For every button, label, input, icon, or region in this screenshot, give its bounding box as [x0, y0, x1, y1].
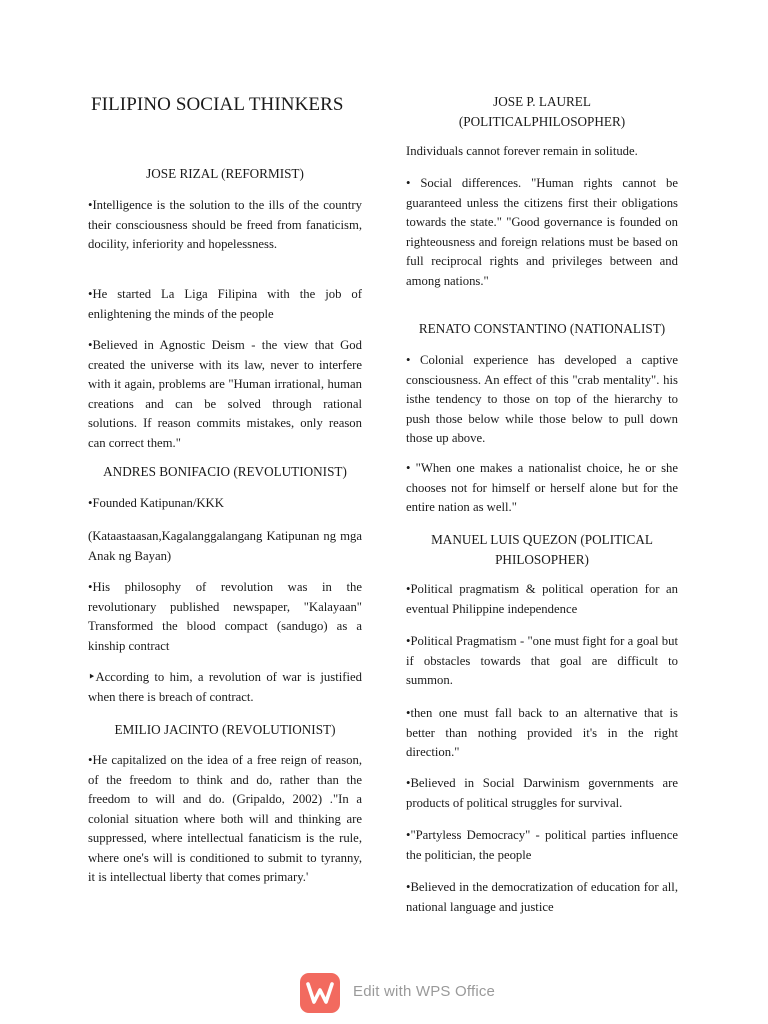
- bonifacio-point-4: ‣According to him, a revolution of war is justified when there is breach of contract.: [88, 670, 362, 704]
- quezon-heading-line-1: MANUEL LUIS QUEZON (POLITICAL: [431, 532, 653, 547]
- quezon-point-5: •"Partyless Democracy" - political parties influence the politician, the people: [406, 828, 678, 862]
- bonifacio-point-1: •Founded Katipunan/KKK: [88, 496, 224, 510]
- rizal-point-3: •Believed in Agnostic Deism - the view that God created the universe with its law, never to interfere with it again, problems are "Human irrational, human creations and can be solved through rational solutions. If reason commits mistakes, only reason can correct them.": [88, 338, 362, 450]
- laurel-point-2: • Social differences. "Human rights cannot be guaranteed unless the citizens first their obligations towards the state." "Good governance is founded on righteousness and foreign relations must be based on full reciprocal rights and privileges between and among nations.": [406, 176, 678, 288]
- quezon-point-2: •Political Pragmatism - "one must fight for a goal but if obstacles towards that goal are difficult to summon.: [406, 634, 678, 687]
- bonifacio-heading: ANDRES BONIFACIO (REVOLUTIONIST): [103, 464, 347, 479]
- edit-with-wps-link[interactable]: Edit with WPS Office: [353, 983, 496, 1000]
- rizal-heading: JOSE RIZAL (REFORMIST): [146, 166, 304, 181]
- constantino-point-2: • "When one makes a nationalist choice, he or she chooses not for himself or herself alone but for the entire nation as well.": [406, 461, 678, 514]
- quezon-heading-line-2: PHILOSOPHER): [495, 551, 589, 567]
- laurel-heading-line-2: (POLITICALPHILOSOPHER): [458, 113, 626, 129]
- constantino-heading: RENATO CONSTANTINO (NATIONALIST): [418, 321, 666, 336]
- quezon-point-1: •Political pragmatism & political operation for an eventual Philippine independence: [406, 582, 678, 616]
- laurel-heading-line-1: JOSE P. LAUREL: [493, 94, 591, 109]
- quezon-point-6: •Believed in the democratization of education for all, national language and justice: [406, 880, 678, 914]
- jacinto-point-1: •He capitalized on the idea of a free reign of reason, of the freedom to think and do, rather than the freedom to will and do. (Gripaldo, 2002) ."In a colonial situation where both will and thinking are suppressed, where intellectual fanaticism is the rule, where one's will is conditioned to submit to tyranny, it is intellectual liberty that comes primary.': [88, 753, 362, 884]
- rizal-point-2: •He started La Liga Filipina with the job of enlightening the minds of the people: [88, 287, 362, 321]
- wps-w-logo-icon[interactable]: [300, 973, 340, 1013]
- bonifacio-point-2: (Kataastaasan,Kagalanggalangang Katipunan ng mga Anak ng Bayan): [88, 529, 362, 563]
- quezon-point-3: •then one must fall back to an alternative that is better than nothing provided it's in the right direction.": [406, 706, 678, 759]
- jacinto-heading: EMILIO JACINTO (REVOLUTIONIST): [114, 722, 336, 737]
- constantino-point-1: • Colonial experience has developed a captive consciousness. An effect of this "crab mentality". his isthe tendency to those on top of the hierarchy to push those below while those below to pull down those up above.: [406, 353, 678, 445]
- laurel-heading: [406, 92, 678, 131]
- bonifacio-point-3: •His philosophy of revolution was in the revolutionary published newspaper, "Kalayaan" Transformed the blood compact (sandugo) as a kinship contract: [88, 580, 362, 653]
- quezon-point-4: •Believed in Social Darwinism governments are products of political struggles for survival.: [406, 776, 678, 810]
- wps-w-glyph-icon: [306, 981, 334, 1005]
- quezon-heading: [406, 530, 678, 569]
- laurel-point-1: Individuals cannot forever remain in solitude.: [406, 144, 638, 158]
- rizal-point-1: •Intelligence is the solution to the ills of the country their consciousness should be freed from fanaticism, docility, inferiority and hopelessness.: [88, 198, 362, 251]
- document-title: FILIPINO SOCIAL THINKERS: [91, 94, 344, 115]
